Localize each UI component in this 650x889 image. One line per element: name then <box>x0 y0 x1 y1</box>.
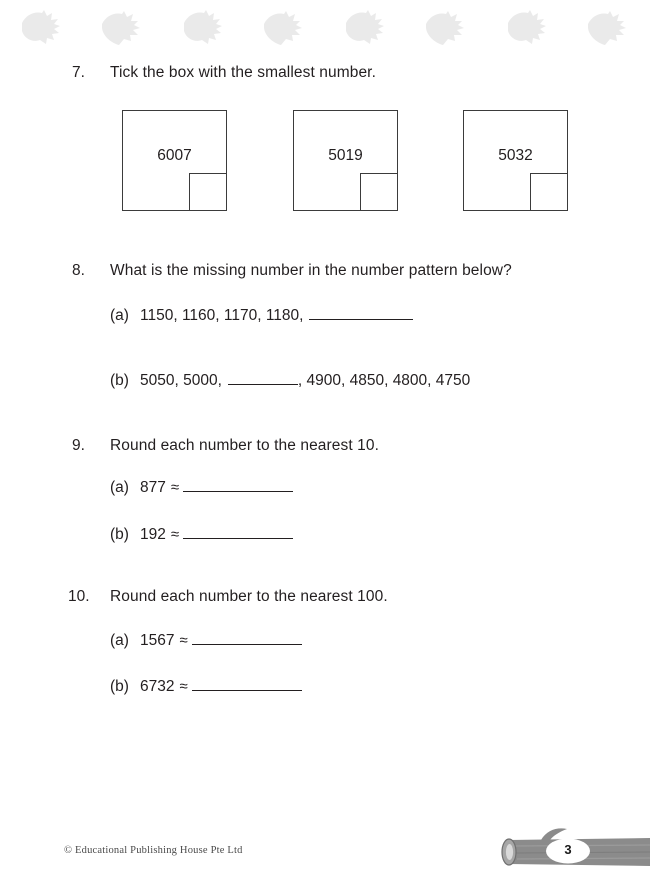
tick-box-value: 5032 <box>498 147 533 164</box>
part-label: (b) <box>110 526 129 543</box>
operand: 877 <box>140 479 166 496</box>
tick-box-option[interactable] <box>463 110 568 211</box>
dinosaur-head-icon <box>340 8 388 50</box>
part-label: (a) <box>110 479 129 496</box>
question-number: 7. <box>72 64 85 81</box>
copyright-notice: © Educational Publishing House Pte Ltd <box>64 845 243 856</box>
sequence-after-blank: , 4900, 4850, 4800, 4750 <box>297 372 471 389</box>
sequence-before-blank: 1150, 1160, 1170, 1180, <box>140 307 304 324</box>
operand: 192 <box>140 526 166 543</box>
approx-equals-icon: ≈ <box>179 678 188 695</box>
part-label: (a) <box>110 632 129 649</box>
tick-box-option[interactable] <box>293 110 398 211</box>
tick-checkbox[interactable] <box>189 173 227 211</box>
answer-blank[interactable] <box>192 677 302 691</box>
part-label: (b) <box>110 678 129 695</box>
question-8 <box>0 260 650 282</box>
approx-equals-icon: ≈ <box>170 526 180 543</box>
answer-blank[interactable] <box>228 371 298 385</box>
sequence-before-blank: 5050, 5000, <box>140 372 222 389</box>
question-number: 9. <box>72 437 85 454</box>
tick-box-value: 6007 <box>157 147 192 164</box>
operand: 6732 <box>140 678 175 695</box>
question-8-part-a <box>0 305 650 327</box>
question-text: Round each number to the nearest 10. <box>110 437 379 454</box>
dinosaur-head-icon <box>502 8 550 50</box>
question-text: What is the missing number in the number pattern below? <box>110 262 512 279</box>
page-number-badge <box>495 826 650 878</box>
question-8-part-b <box>0 370 650 392</box>
tick-box-group <box>0 110 650 215</box>
decorative-header-band <box>0 0 650 58</box>
question-10-part-a <box>0 630 650 652</box>
tick-box-option[interactable] <box>122 110 227 211</box>
question-7 <box>0 62 650 84</box>
dinosaur-head-icon <box>583 8 631 50</box>
dinosaur-head-icon <box>16 8 64 50</box>
question-10 <box>0 586 650 608</box>
dinosaur-head-icon <box>97 8 145 50</box>
approx-equals-icon: ≈ <box>179 632 188 649</box>
question-number: 8. <box>72 262 85 279</box>
answer-blank[interactable] <box>183 525 293 539</box>
dinosaur-head-icon <box>421 8 469 50</box>
question-9-part-b <box>0 524 650 546</box>
dinosaur-head-icon <box>178 8 226 50</box>
question-text: Round each number to the nearest 100. <box>110 588 388 605</box>
part-label: (b) <box>110 372 129 389</box>
question-9 <box>0 435 650 457</box>
answer-blank[interactable] <box>192 631 302 645</box>
question-text: Tick the box with the smallest number. <box>110 64 376 81</box>
answer-blank[interactable] <box>309 306 413 320</box>
question-10-part-b <box>0 676 650 698</box>
dinosaur-head-icon <box>259 8 307 50</box>
approx-equals-icon: ≈ <box>170 479 180 496</box>
page-number: 3 <box>564 842 572 857</box>
question-number: 10. <box>68 588 90 605</box>
answer-blank[interactable] <box>183 478 293 492</box>
tick-checkbox[interactable] <box>360 173 398 211</box>
tick-box-value: 5019 <box>328 147 363 164</box>
operand: 1567 <box>140 632 175 649</box>
question-9-part-a <box>0 477 650 499</box>
tick-checkbox[interactable] <box>530 173 568 211</box>
part-label: (a) <box>110 307 129 324</box>
